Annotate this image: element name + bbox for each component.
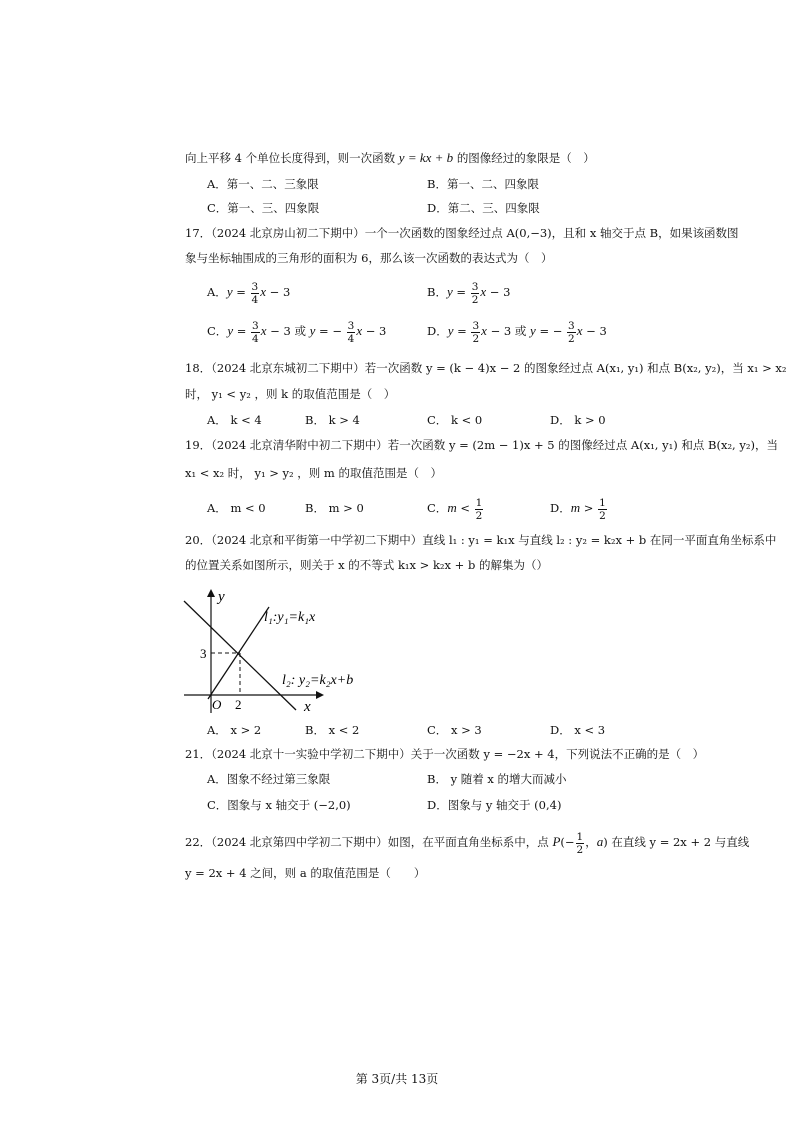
axis-label-x: x [304,699,311,715]
q20-option-d[interactable]: D． x < 3 [550,723,606,737]
fraction: $\frac{3}{2}$ [471,280,479,306]
fraction: $\frac{1}{2}$ [576,830,584,856]
q19-option-d[interactable]: D．m > $\frac{1}{2}$ [550,496,606,522]
q16-option-b[interactable]: B．第一、二、四象限 [427,177,539,191]
page-footer: 第 3页/共 13页 [355,1072,439,1086]
q19-option-c[interactable]: C．m < $\frac{1}{2}$ [427,496,483,522]
q20-stem-line1: 20．（2024 北京和平街第一中学初二下期中）直线 l₁ : y₁ = k₁x 与直线 l₂ : y₂ = k₂x + b 在同一平面直角坐标系中 [185,533,777,547]
q17-option-d[interactable]: D．y = $\frac{3}{2}$ x − 3 或 y = − $\frac{3}{2}$ x − 3 [427,319,607,345]
origin-label: O [212,697,222,712]
l1-label: l₁:y₁=k₁x [264,610,316,625]
tick-label-y: 3 [200,646,207,661]
q20-option-b[interactable]: B． x < 2 [305,723,360,737]
q19-stem-line2: x₁ < x₂ 时， y₁ > y₂ ，则 m 的取值范围是（ ） [185,466,442,480]
q17-stem-line2: 象与坐标轴围成的三角形的面积为 6，那么该一次函数的表达式为（ ） [185,251,553,265]
q21-option-c[interactable]: C．图象与 x 轴交于 (−2,0) [207,798,351,812]
q18-stem-line1: 18．（2024 北京东城初二下期中）若一次函数 y = (k − 4)x − 2 的图象经过点 A(x₁, y₁) 和点 B(x₂, y₂)，当 x₁ > x₂ [185,361,787,375]
fraction: $\frac{3}{2}$ [568,319,575,345]
q18-option-a[interactable]: A． k < 4 [207,413,262,427]
q16-option-d[interactable]: D．第二、三、四象限 [427,201,540,215]
fraction: $\frac{1}{2}$ [599,496,606,522]
fraction: $\frac{3}{4}$ [251,280,259,306]
q16-stem-tail: 向上平移 4 个单位长度得到，则一次函数 y = kx + b 的图像经过的象限是（ ） [185,150,595,165]
q20-option-c[interactable]: C． x > 3 [427,723,482,737]
q20-graph [178,585,353,715]
q20-option-a[interactable]: A． x > 2 [207,723,262,737]
q22-stem-line1: 22．（2024 北京第四中学初二下期中）如图，在平面直角坐标系中，点 P(− $\frac{1}{2}$ ，a) 在直线 y = 2x + 2 与直线 [185,830,750,856]
q17-stem-line1: 17．（2024 北京房山初二下期中）一个一次函数的图象经过点 A(0,−3)，且和 x 轴交于点 B，如果该函数图 [185,226,739,240]
q21-option-b[interactable]: B． y 随着 x 的增大而减小 [427,772,567,786]
q18-option-d[interactable]: D． k > 0 [550,413,606,427]
axis-label-y: y [218,589,225,605]
q18-option-b[interactable]: B． k > 4 [305,413,360,427]
q19-option-b[interactable]: B． m > 0 [305,501,364,515]
q21-option-a[interactable]: A．图象不经过第三象限 [207,772,331,786]
fraction: $\frac{3}{2}$ [472,319,480,345]
l2-label: l₂: y₂=k₂x+b [282,673,353,688]
q16-option-c[interactable]: C．第一、三、四象限 [207,201,320,215]
q18-option-c[interactable]: C． k < 0 [427,413,483,427]
fraction: $\frac{1}{2}$ [475,496,483,522]
line-l1 [208,607,269,699]
q16-option-a[interactable]: A．第一、二、三象限 [207,177,319,191]
q21-option-d[interactable]: D．图象与 y 轴交于 (0,4) [427,798,562,812]
q18-stem-line2: 时， y₁ < y₂ ，则 k 的取值范围是（ ） [185,387,396,401]
tick-label-x: 2 [235,697,242,712]
q19-option-a[interactable]: A． m < 0 [207,501,266,515]
fraction: $\frac{3}{4}$ [347,319,355,345]
q22-stem-line2: y = 2x + 4 之间，则 a 的取值范围是（ ） [185,866,426,880]
q21-stem: 21．（2024 北京十一实验中学初二下期中）关于一次函数 y = −2x + 4，下列说法不正确的是（ ） [185,747,705,761]
q17-option-a[interactable]: A．y = $\frac{3}{4}$ x − 3 [207,280,291,306]
q19-stem-line1: 19．（2024 北京清华附中初二下期中）若一次函数 y = (2m − 1)x + 5 的图像经过点 A(x₁, y₁) 和点 B(x₂, y₂)，当 [185,438,778,452]
q17-option-c[interactable]: C．y = $\frac{3}{4}$ x − 3 或 y = − $\frac{3}{4}$ x − 3 [207,319,387,345]
q20-stem-line2: 的位置关系如图所示，则关于 x 的不等式 k₁x > k₂x + b 的解集为（） [185,558,548,572]
fraction: $\frac{3}{4}$ [252,319,259,345]
q17-option-b[interactable]: B．y = $\frac{3}{2}$ x − 3 [427,280,511,306]
